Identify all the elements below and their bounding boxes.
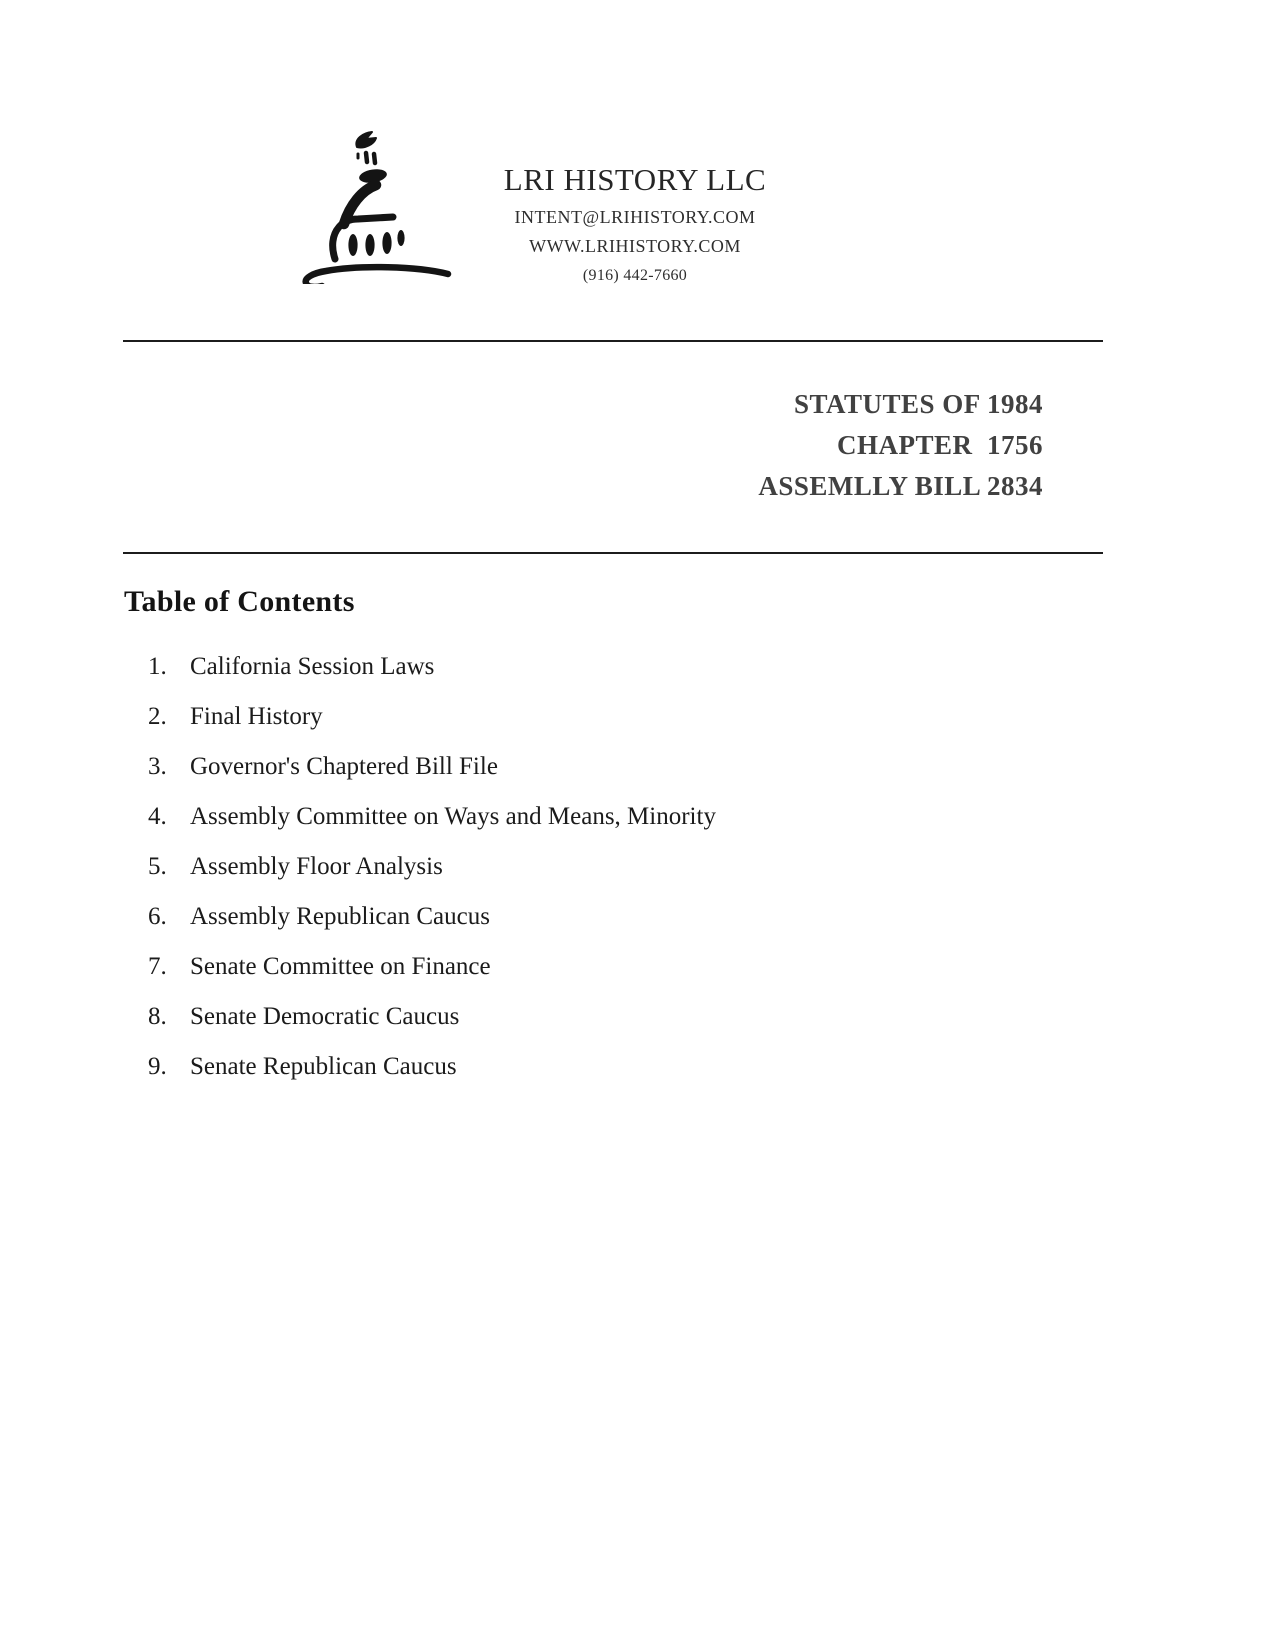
toc-item xyxy=(148,1002,716,1032)
toc-item xyxy=(148,1052,716,1082)
toc-list xyxy=(148,652,716,1102)
company-phone: (916) 442-7660 xyxy=(582,267,688,284)
toc-item xyxy=(148,952,716,982)
divider-top xyxy=(123,340,1103,342)
company-name: LRI HISTORY LLC xyxy=(503,162,767,197)
toc-item xyxy=(148,902,716,932)
toc-item-number: 1. xyxy=(148,653,167,680)
toc-item-number: 8. xyxy=(148,1003,167,1030)
toc-item xyxy=(148,752,716,782)
toc-item-number: 5. xyxy=(148,853,167,880)
toc-item-label: Senate Committee on Finance xyxy=(190,953,491,980)
toc-item-label: Final History xyxy=(190,703,323,730)
company-website: WWW.LRIHISTORY.COM xyxy=(529,236,741,256)
toc-item-number: 6. xyxy=(148,903,167,930)
toc-item-label: Assembly Committee on Ways and Means, Minority xyxy=(190,803,716,830)
assembly-bill-line: ASSEMLLY BILL 2834 xyxy=(758,471,1043,501)
toc-item-number: 9. xyxy=(148,1053,167,1080)
header-contact-block xyxy=(385,163,885,287)
toc-item-label: Assembly Floor Analysis xyxy=(190,853,443,880)
toc-item-label: Senate Democratic Caucus xyxy=(190,1003,460,1030)
statutes-line: STATUTES OF 1984 xyxy=(793,389,1043,419)
toc-item-number: 3. xyxy=(148,753,167,780)
company-email: INTENT@LRIHISTORY.COM xyxy=(514,207,756,227)
bill-reference-block xyxy=(758,384,1043,507)
toc-item-label: California Session Laws xyxy=(190,653,435,680)
toc-item-number: 4. xyxy=(148,803,167,830)
toc-item-label: Senate Republican Caucus xyxy=(190,1053,457,1080)
toc-item xyxy=(148,652,716,682)
divider-bottom xyxy=(123,552,1103,554)
toc-item xyxy=(148,702,716,732)
toc-item-label: Governor's Chaptered Bill File xyxy=(190,753,498,780)
toc-item xyxy=(148,802,716,832)
toc-item-label: Assembly Republican Caucus xyxy=(190,903,490,930)
toc-item xyxy=(148,852,716,882)
toc-title: Table of Contents xyxy=(124,585,355,618)
toc-item-number: 2. xyxy=(148,703,167,730)
chapter-line: CHAPTER 1756 xyxy=(836,430,1043,460)
toc-item-number: 7. xyxy=(148,953,167,980)
